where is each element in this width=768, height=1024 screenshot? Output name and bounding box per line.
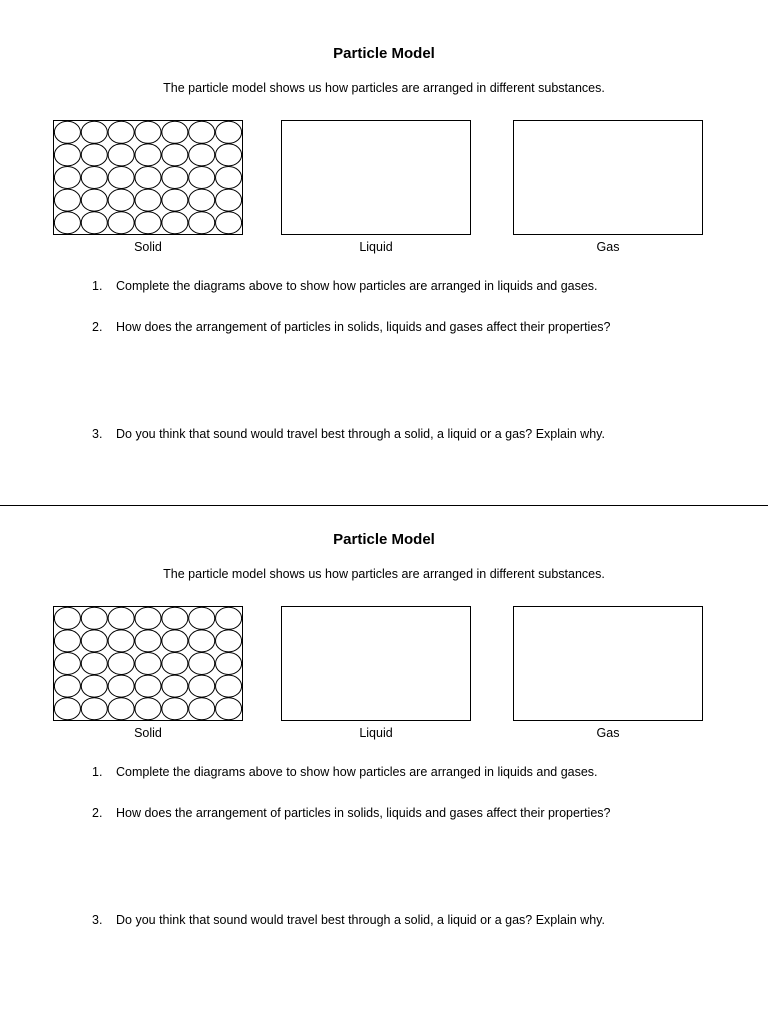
- intro-text: The particle model shows us how particles are arranged in different substances.: [163, 81, 605, 95]
- gas-label: Gas: [596, 726, 620, 740]
- page-title: Particle Model: [333, 531, 435, 548]
- liquid-label: Liquid: [359, 726, 393, 740]
- question-3: [92, 910, 692, 930]
- question-number: 1.: [92, 279, 103, 293]
- question-text: How does the arrangement of particles in solids, liquids and gases affect their properties?: [116, 320, 611, 334]
- question-text: Complete the diagrams above to show how particles are arranged in liquids and gases.: [116, 765, 598, 779]
- question-text: Do you think that sound would travel best through a solid, a liquid or a gas? Explain why.: [116, 427, 605, 441]
- question-list: [0, 0, 768, 486]
- solid-label: Solid: [134, 240, 162, 254]
- question-text: Do you think that sound would travel best through a solid, a liquid or a gas? Explain why.: [116, 913, 605, 927]
- solid-label: Solid: [134, 726, 162, 740]
- question-2: [92, 317, 692, 337]
- question-number: 3.: [92, 913, 103, 927]
- question-number: 1.: [92, 765, 103, 779]
- question-number: 3.: [92, 427, 103, 441]
- gas-label: Gas: [596, 240, 620, 254]
- worksheet-1: [0, 0, 768, 486]
- question-1: [92, 276, 692, 296]
- liquid-label: Liquid: [359, 240, 393, 254]
- question-number: 2.: [92, 806, 103, 820]
- page-title: Particle Model: [333, 45, 435, 62]
- question-3: [92, 424, 692, 444]
- question-text: How does the arrangement of particles in solids, liquids and gases affect their properties?: [116, 806, 611, 820]
- question-number: 2.: [92, 320, 103, 334]
- question-list: [0, 486, 768, 972]
- question-text: Complete the diagrams above to show how particles are arranged in liquids and gases.: [116, 279, 598, 293]
- question-1: [92, 762, 692, 782]
- question-2: [92, 803, 692, 823]
- worksheet-2: [0, 486, 768, 972]
- intro-text: The particle model shows us how particles are arranged in different substances.: [163, 567, 605, 581]
